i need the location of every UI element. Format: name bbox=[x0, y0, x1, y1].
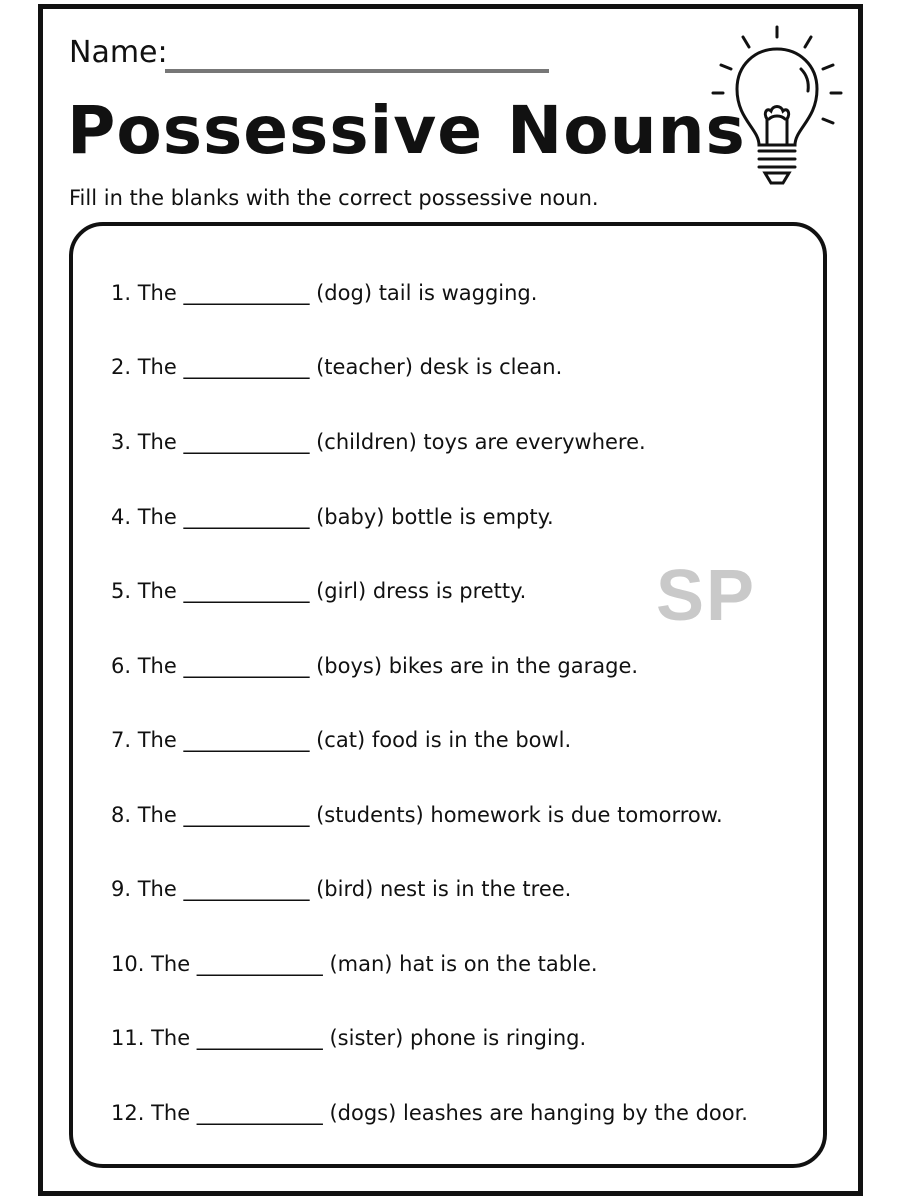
name-row bbox=[69, 33, 168, 81]
question-9: 9. The ____________ (bird) nest is in the tree. bbox=[111, 877, 572, 901]
page-title: Possessive Nouns bbox=[67, 92, 746, 169]
lightbulb-icon bbox=[707, 23, 847, 193]
questions-box bbox=[69, 222, 827, 1168]
worksheet-page bbox=[38, 4, 863, 1196]
instructions: Fill in the blanks with the correct possessive noun. bbox=[69, 186, 599, 210]
question-4: 4. The ____________ (baby) bottle is empty. bbox=[111, 505, 554, 529]
question-12: 12. The ____________ (dogs) leashes are hanging by the door. bbox=[111, 1101, 748, 1125]
question-2: 2. The ____________ (teacher) desk is clean. bbox=[111, 355, 563, 379]
question-7: 7. The ____________ (cat) food is in the bowl. bbox=[111, 728, 572, 752]
question-1: 1. The ____________ (dog) tail is wagging. bbox=[111, 281, 538, 305]
question-3: 3. The ____________ (children) toys are everywhere. bbox=[111, 430, 646, 454]
question-5: 5. The ____________ (girl) dress is pretty. bbox=[111, 579, 527, 603]
question-8: 8. The ____________ (students) homework is due tomorrow. bbox=[111, 803, 723, 827]
question-11: 11. The ____________ (sister) phone is ringing. bbox=[111, 1026, 587, 1050]
question-6: 6. The ____________ (boys) bikes are in the garage. bbox=[111, 654, 639, 678]
name-label: Name: bbox=[69, 35, 168, 70]
name-blank-line bbox=[165, 69, 549, 73]
question-10: 10. The ____________ (man) hat is on the table. bbox=[111, 952, 598, 976]
watermark: SP bbox=[656, 556, 757, 636]
